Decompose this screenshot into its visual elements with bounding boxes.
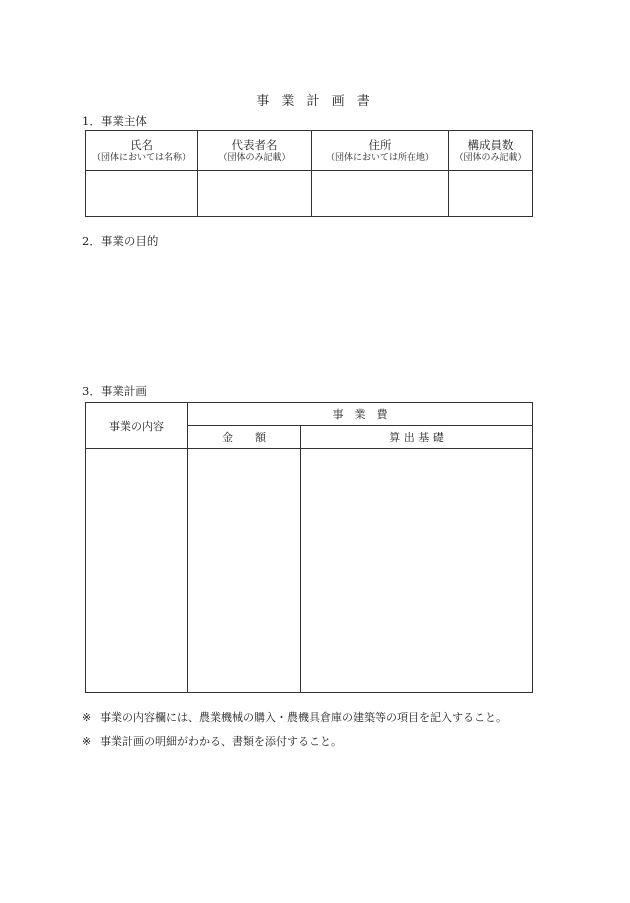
entity-header-name bbox=[86, 131, 198, 171]
entity-members-cell[interactable] bbox=[449, 171, 533, 217]
note-attachment bbox=[82, 733, 342, 749]
document-title: 事 業 計 画 書 bbox=[256, 94, 374, 109]
entity-header-representative-label: 代表者名 bbox=[231, 137, 278, 152]
plan-header-content: 事業の内容 bbox=[86, 403, 188, 449]
section-heading-plan: 3．事業計画 bbox=[82, 384, 147, 398]
entity-header-address-note: （団体においては所在地） bbox=[325, 152, 434, 163]
entity-header-representative-note: （団体のみ記載） bbox=[218, 152, 291, 163]
entity-header-address-label: 住所 bbox=[368, 137, 392, 152]
note-text: 事業の内容欄には、農業機械の購入・農機具倉庫の建築等の項目を記入すること。 bbox=[100, 711, 507, 724]
plan-header-basis: 算 出 基 礎 bbox=[301, 426, 533, 449]
note-text: 事業計画の明細がわかる、書類を添付すること。 bbox=[100, 735, 342, 748]
note-mark: ※ bbox=[82, 711, 92, 724]
entity-name-cell[interactable] bbox=[86, 171, 198, 217]
entity-header-name-label: 氏名 bbox=[130, 137, 153, 152]
entity-header-members bbox=[449, 131, 533, 171]
plan-amount-cell[interactable] bbox=[188, 449, 301, 693]
plan-header-amount: 金 額 bbox=[188, 426, 301, 449]
entity-header-address bbox=[312, 131, 449, 171]
section-heading-purpose: 2．事業の目的 bbox=[82, 234, 159, 248]
entity-input-row bbox=[86, 171, 533, 217]
entity-address-cell[interactable] bbox=[312, 171, 449, 217]
plan-header-row-1 bbox=[86, 403, 533, 426]
business-plan-table bbox=[85, 402, 533, 693]
entity-header-name-note: （団体においては名称） bbox=[91, 152, 191, 163]
note-content-column bbox=[82, 709, 507, 725]
entity-header-members-label: 構成員数 bbox=[467, 137, 514, 152]
business-entity-table bbox=[85, 130, 533, 217]
note-mark: ※ bbox=[82, 735, 92, 748]
entity-header-representative bbox=[198, 131, 312, 171]
plan-content-cell[interactable] bbox=[86, 449, 188, 693]
entity-header-members-note: （団体のみ記載） bbox=[454, 152, 527, 163]
entity-header-row bbox=[86, 131, 533, 171]
plan-input-row bbox=[86, 449, 533, 693]
plan-basis-cell[interactable] bbox=[301, 449, 533, 693]
plan-header-cost: 事 業 費 bbox=[188, 403, 533, 426]
entity-representative-cell[interactable] bbox=[198, 171, 312, 217]
section-heading-business-entity: 1．事業主体 bbox=[82, 114, 147, 128]
